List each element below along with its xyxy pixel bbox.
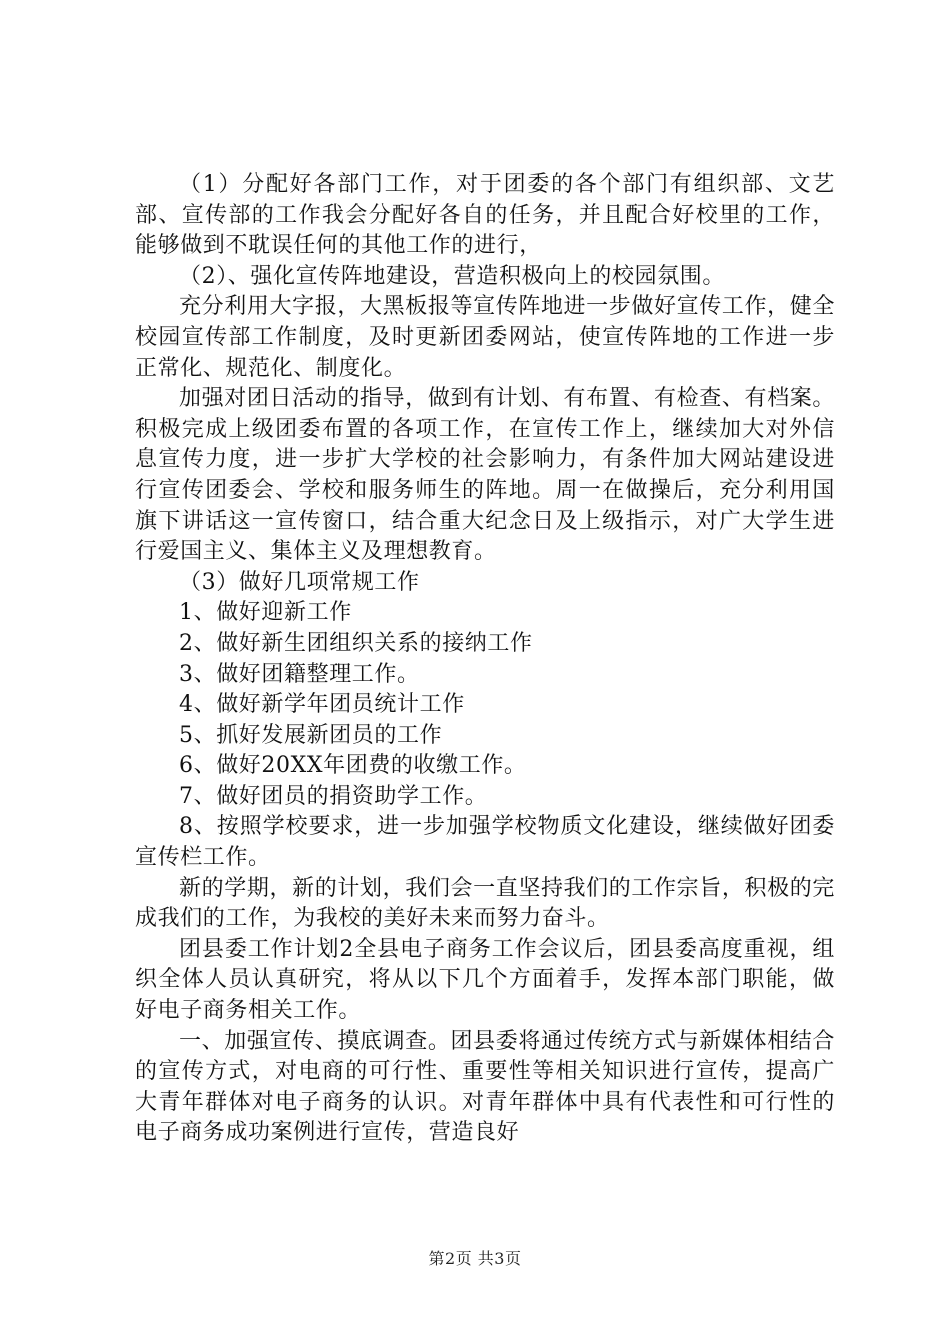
list-item-2: 2、做好新生团组织关系的接纳工作 [179, 630, 533, 656]
paragraph-dept-work: （1）分配好各部门工作，对于团委的各个部门有组织部、文艺部、宣传部的工作我会分配好各自的任务，并且配合好校里的工作，能够做到不耽误任何的其他工作的进行， [135, 172, 835, 259]
paragraph-propaganda-heading: （2）、强化宣传阵地建设，营造积极向上的校园氛围。 [179, 263, 725, 289]
list-item-8: 8、按照学校要求，进一步加强学校物质文化建设，继续做好团委宣传栏工作。 [135, 814, 835, 871]
list-item-5: 5、抓好发展新团员的工作 [179, 722, 443, 748]
list-item-4: 4、做好新学年团员统计工作 [179, 692, 465, 718]
paragraph-ecommerce-publicity: 一、加强宣传、摸底调查。团县委将通过传统方式与新媒体相结合的宣传方式，对电商的可行性、重要性等相关知识进行宣传，提高广大青年群体对电子商务的认识。对青年群体中具有代表性和可行性的电子商务成功案例进行宣传，营造良好 [135, 1028, 835, 1146]
list-item-7: 7、做好团员的捐资助学工作。 [179, 783, 488, 809]
list-item-1: 1、做好迎新工作 [179, 600, 352, 626]
paragraph-ecommerce-intro: 团县委工作计划2全县电子商务工作会议后，团县委高度重视，组织全体人员认真研究，将从以下几个方面着手，发挥本部门职能，做好电子商务相关工作。 [135, 936, 835, 1024]
list-item-6: 6、做好20XX年团费的收缴工作。 [179, 753, 527, 779]
page-number-footer: 第2页 共3页 [428, 1249, 522, 1268]
paragraph-league-day: 加强对团日活动的指导，做到有计划、有布置、有检查、有档案。积极完成上级团委布置的各项工作，在宣传工作上，继续加大对外信息宣传力度，进一步扩大学校的社会影响力，有条件加大网站建设进行宣传团委会、学校和服务师生的阵地。周一在做操后，充分利用国旗下讲话这一宣传窗口，结合重大纪念日及上级指示，对广大学生进行爱国主义、集体主义及理想教育。 [135, 386, 835, 565]
paragraph-propaganda-positions: 充分利用大字报，大黑板报等宣传阵地进一步做好宣传工作，健全校园宣传部工作制度，及时更新团委网站，使宣传阵地的工作进一步正常化、规范化、制度化。 [135, 294, 835, 381]
paragraph-routine-heading: （3）做好几项常规工作 [179, 569, 420, 595]
document-body [135, 170, 835, 1149]
list-item-3: 3、做好团籍整理工作。 [179, 661, 420, 687]
paragraph-new-term: 新的学期，新的计划，我们会一直坚持我们的工作宗旨，积极的完成我们的工作，为我校的美好未来而努力奋斗。 [135, 875, 835, 932]
